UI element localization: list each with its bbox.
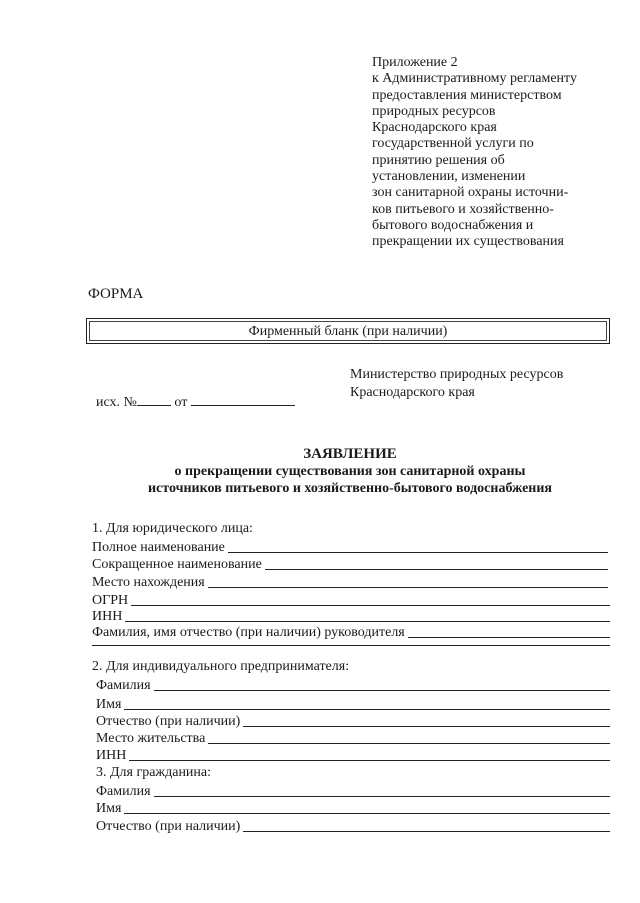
- field-short-name: [92, 555, 608, 573]
- addressee-line: Краснодарского края: [350, 385, 475, 400]
- field-blank[interactable]: [408, 637, 610, 638]
- field-label: Имя: [96, 801, 122, 816]
- outgoing-number-label: исх. №: [96, 395, 137, 410]
- field-label: Сокращенное наименование: [92, 557, 262, 572]
- outgoing-date-label: от: [174, 395, 188, 410]
- field-citizen-surname: [96, 782, 610, 800]
- field-blank[interactable]: [129, 760, 610, 761]
- field-ip-name: [96, 695, 610, 713]
- field-label: Место жительства: [96, 731, 206, 746]
- field-label: Отчество (при наличии): [96, 714, 241, 729]
- field-blank[interactable]: [208, 743, 610, 744]
- document-title: [80, 446, 620, 497]
- field-label: Фамилия, имя отчество (при наличии) руководителя: [92, 625, 405, 640]
- addressee-line: Министерство природных ресурсов: [350, 367, 564, 382]
- field-blank[interactable]: [208, 587, 608, 588]
- appendix-line: природных ресурсов: [372, 103, 496, 119]
- outgoing-number-blank[interactable]: [137, 393, 171, 406]
- field-blank[interactable]: [243, 831, 610, 832]
- field-blank[interactable]: [154, 796, 610, 797]
- appendix-line: прекращении их существования: [372, 234, 564, 250]
- field-label: Место нахождения: [92, 575, 205, 590]
- section3-heading: 3. Для гражданина:: [96, 765, 212, 780]
- form-label: ФОРМА: [88, 286, 144, 302]
- field-location: [92, 573, 608, 591]
- field-blank[interactable]: [265, 569, 608, 570]
- field-ip-surname: [96, 676, 610, 694]
- appendix-note: [372, 55, 622, 251]
- title-subline: источников питьевого и хозяйственно-бытового водоснабжения: [147, 481, 552, 496]
- field-blank[interactable]: [124, 813, 610, 814]
- field-blank[interactable]: [154, 690, 610, 691]
- field-citizen-name: [96, 799, 610, 817]
- field-full-name: [92, 538, 608, 556]
- field-blank[interactable]: [125, 621, 610, 622]
- appendix-line: государственной услуги по: [372, 136, 534, 152]
- outgoing-date-blank[interactable]: [191, 393, 295, 406]
- appendix-line: принятию решения об: [372, 152, 505, 168]
- field-blank[interactable]: [131, 605, 610, 606]
- appendix-line: к Административному регламенту: [372, 71, 577, 87]
- letterhead-box: [86, 318, 610, 344]
- field-label: Полное наименование: [92, 540, 225, 555]
- letterhead-text: Фирменный бланк (при наличии): [89, 321, 607, 341]
- appendix-line: предоставления министерством: [372, 87, 562, 103]
- field-label: ИНН: [96, 748, 127, 763]
- section1-heading: 1. Для юридического лица:: [92, 521, 253, 536]
- addressee: [350, 366, 563, 402]
- field-label: Фамилия: [96, 784, 151, 799]
- title-subline: о прекращении существования зон санитарной охраны: [174, 464, 526, 479]
- appendix-line: Приложение 2: [372, 55, 458, 70]
- title-heading: ЗАЯВЛЕНИЕ: [303, 446, 397, 462]
- field-label: Отчество (при наличии): [96, 819, 241, 834]
- field-label: Фамилия: [96, 678, 151, 693]
- field-label: ИНН: [92, 609, 123, 624]
- section2-heading: 2. Для индивидуального предпринимателя:: [92, 659, 350, 674]
- appendix-line: Краснодарского края: [372, 120, 497, 136]
- field-blank[interactable]: [243, 726, 610, 727]
- appendix-line: зон санитарной охраны источни-: [372, 185, 569, 201]
- appendix-line: ков питьевого и хозяйственно-: [372, 201, 554, 217]
- field-blank-continuation[interactable]: [92, 645, 610, 646]
- appendix-line: бытового водоснабжения и: [372, 217, 534, 233]
- appendix-line: установлении, изменении: [372, 169, 526, 185]
- field-label: ОГРН: [92, 593, 129, 608]
- outgoing-reference: [96, 393, 295, 411]
- field-ip-residence: [96, 729, 610, 747]
- field-blank[interactable]: [124, 709, 610, 710]
- field-ip-inn: [96, 746, 610, 764]
- field-head-name: [92, 623, 610, 641]
- field-citizen-patronymic: [96, 817, 610, 835]
- field-ip-patronymic: [96, 712, 610, 730]
- field-blank[interactable]: [228, 552, 608, 553]
- field-label: Имя: [96, 697, 122, 712]
